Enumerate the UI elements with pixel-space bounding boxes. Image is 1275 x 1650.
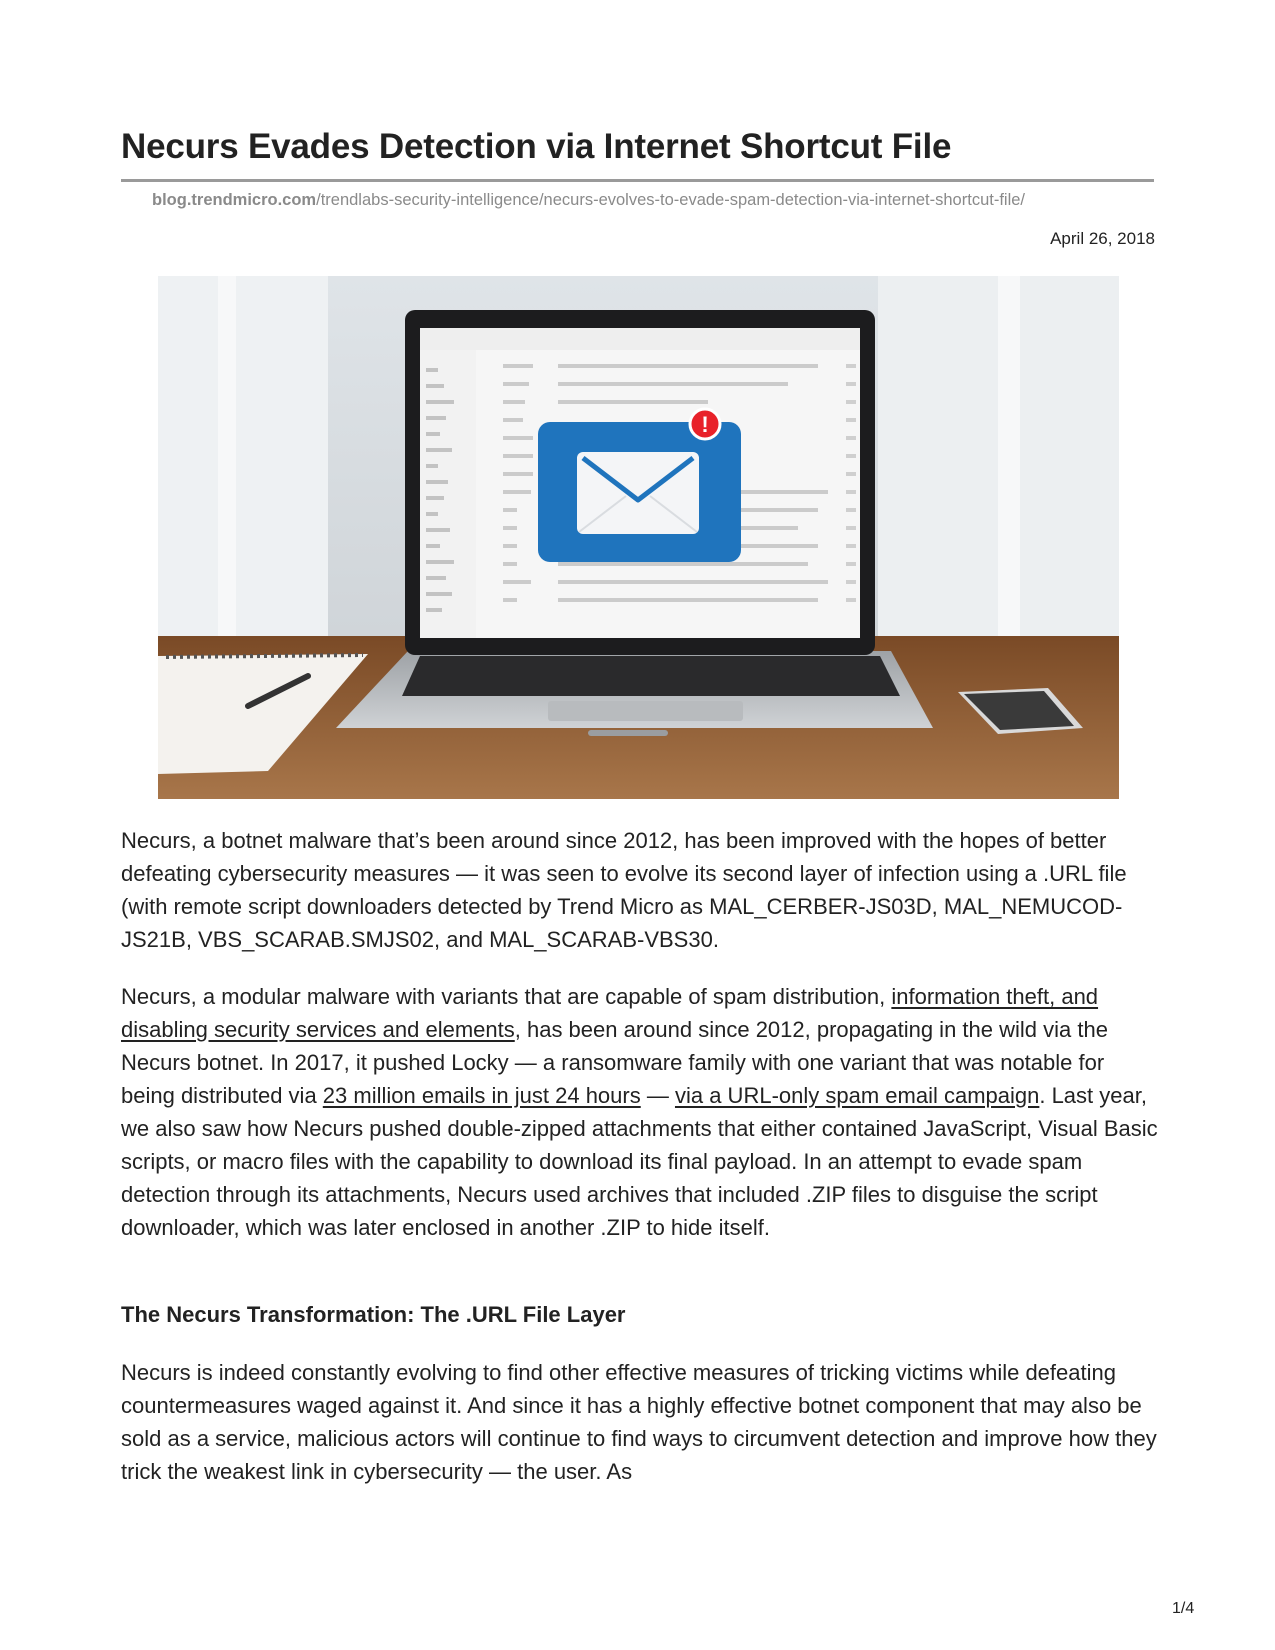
paragraph-intro-text: Necurs, a botnet malware that’s been around since 2012, has been improved with the hopes of better defeating cybersecurity measures — it was seen to evolve its second layer of infection using a .URL file (with remote script downloaders detected by Trend Micro as MAL_CERBER-JS03D, MAL_NEMUCOD-JS21B, VBS_SCARAB.SMJS02, and MAL_SCARAB-VBS30. <box>121 828 1127 952</box>
source-url[interactable] <box>152 191 1025 210</box>
alert-badge-icon <box>690 409 720 439</box>
p2-text-2: , has been around since 2012, propagating in the wild via the Necurs botnet. In 2017, it pushed Locky — a ransomware family with one variant that was notable for being distributed via <box>121 1017 1108 1108</box>
link-information-theft[interactable]: information theft, and disabling security services and elements <box>121 984 1099 1042</box>
p2-text-4: . Last year, we also saw how Necurs pushed double-zipped attachments that either contained JavaScript, Visual Basic scripts, or macro files with the capability to download its final payload. In an attempt to evade spam detection through its attachments, Necurs used archives that included .ZIP files to disguise the script downloader, which was later enclosed in another .ZIP to hide itself. <box>121 1083 1158 1240</box>
paragraph-intro <box>121 824 1161 956</box>
article-title: Necurs Evades Detection via Internet Shortcut File <box>121 127 952 166</box>
alert-glyph: ! <box>701 412 709 437</box>
paragraph-background-text <box>121 980 1161 1244</box>
link-url-only-spam-campaign[interactable]: via a URL-only spam email campaign <box>674 1083 1040 1108</box>
p2-text-1: Necurs, a modular malware with variants that are capable of spam distribution, <box>121 984 892 1009</box>
link-23-million-emails[interactable]: 23 million emails in just 24 hours <box>322 1083 641 1108</box>
email-envelope-icon <box>538 422 741 562</box>
hero-image <box>158 276 1119 799</box>
p2-text-3: — <box>640 1083 675 1108</box>
title-divider <box>121 179 1154 182</box>
paragraph-transformation-text: Necurs is indeed constantly evolving to find other effective measures of tricking victims while defeating countermeasures waged against it. And since it has a highly effective botnet component that may also be sold as a service, malicious actors will continue to find ways to circumvent detection and improve how they trick the weakest link in cybersecurity — the user. As <box>121 1360 1157 1484</box>
paragraph-transformation <box>121 1356 1161 1488</box>
hero-illustration <box>158 276 1119 799</box>
source-path: /trendlabs-security-intelligence/necurs-evolves-to-evade-spam-detection-via-internet-shortcut-file/ <box>316 191 1025 209</box>
section-heading: The Necurs Transformation: The .URL File Layer <box>121 1302 626 1327</box>
paragraph-background <box>121 980 1161 1244</box>
page-number: 1/4 <box>1172 1600 1195 1617</box>
publish-date: April 26, 2018 <box>1050 229 1155 248</box>
source-domain: blog.trendmicro.com <box>152 191 317 209</box>
